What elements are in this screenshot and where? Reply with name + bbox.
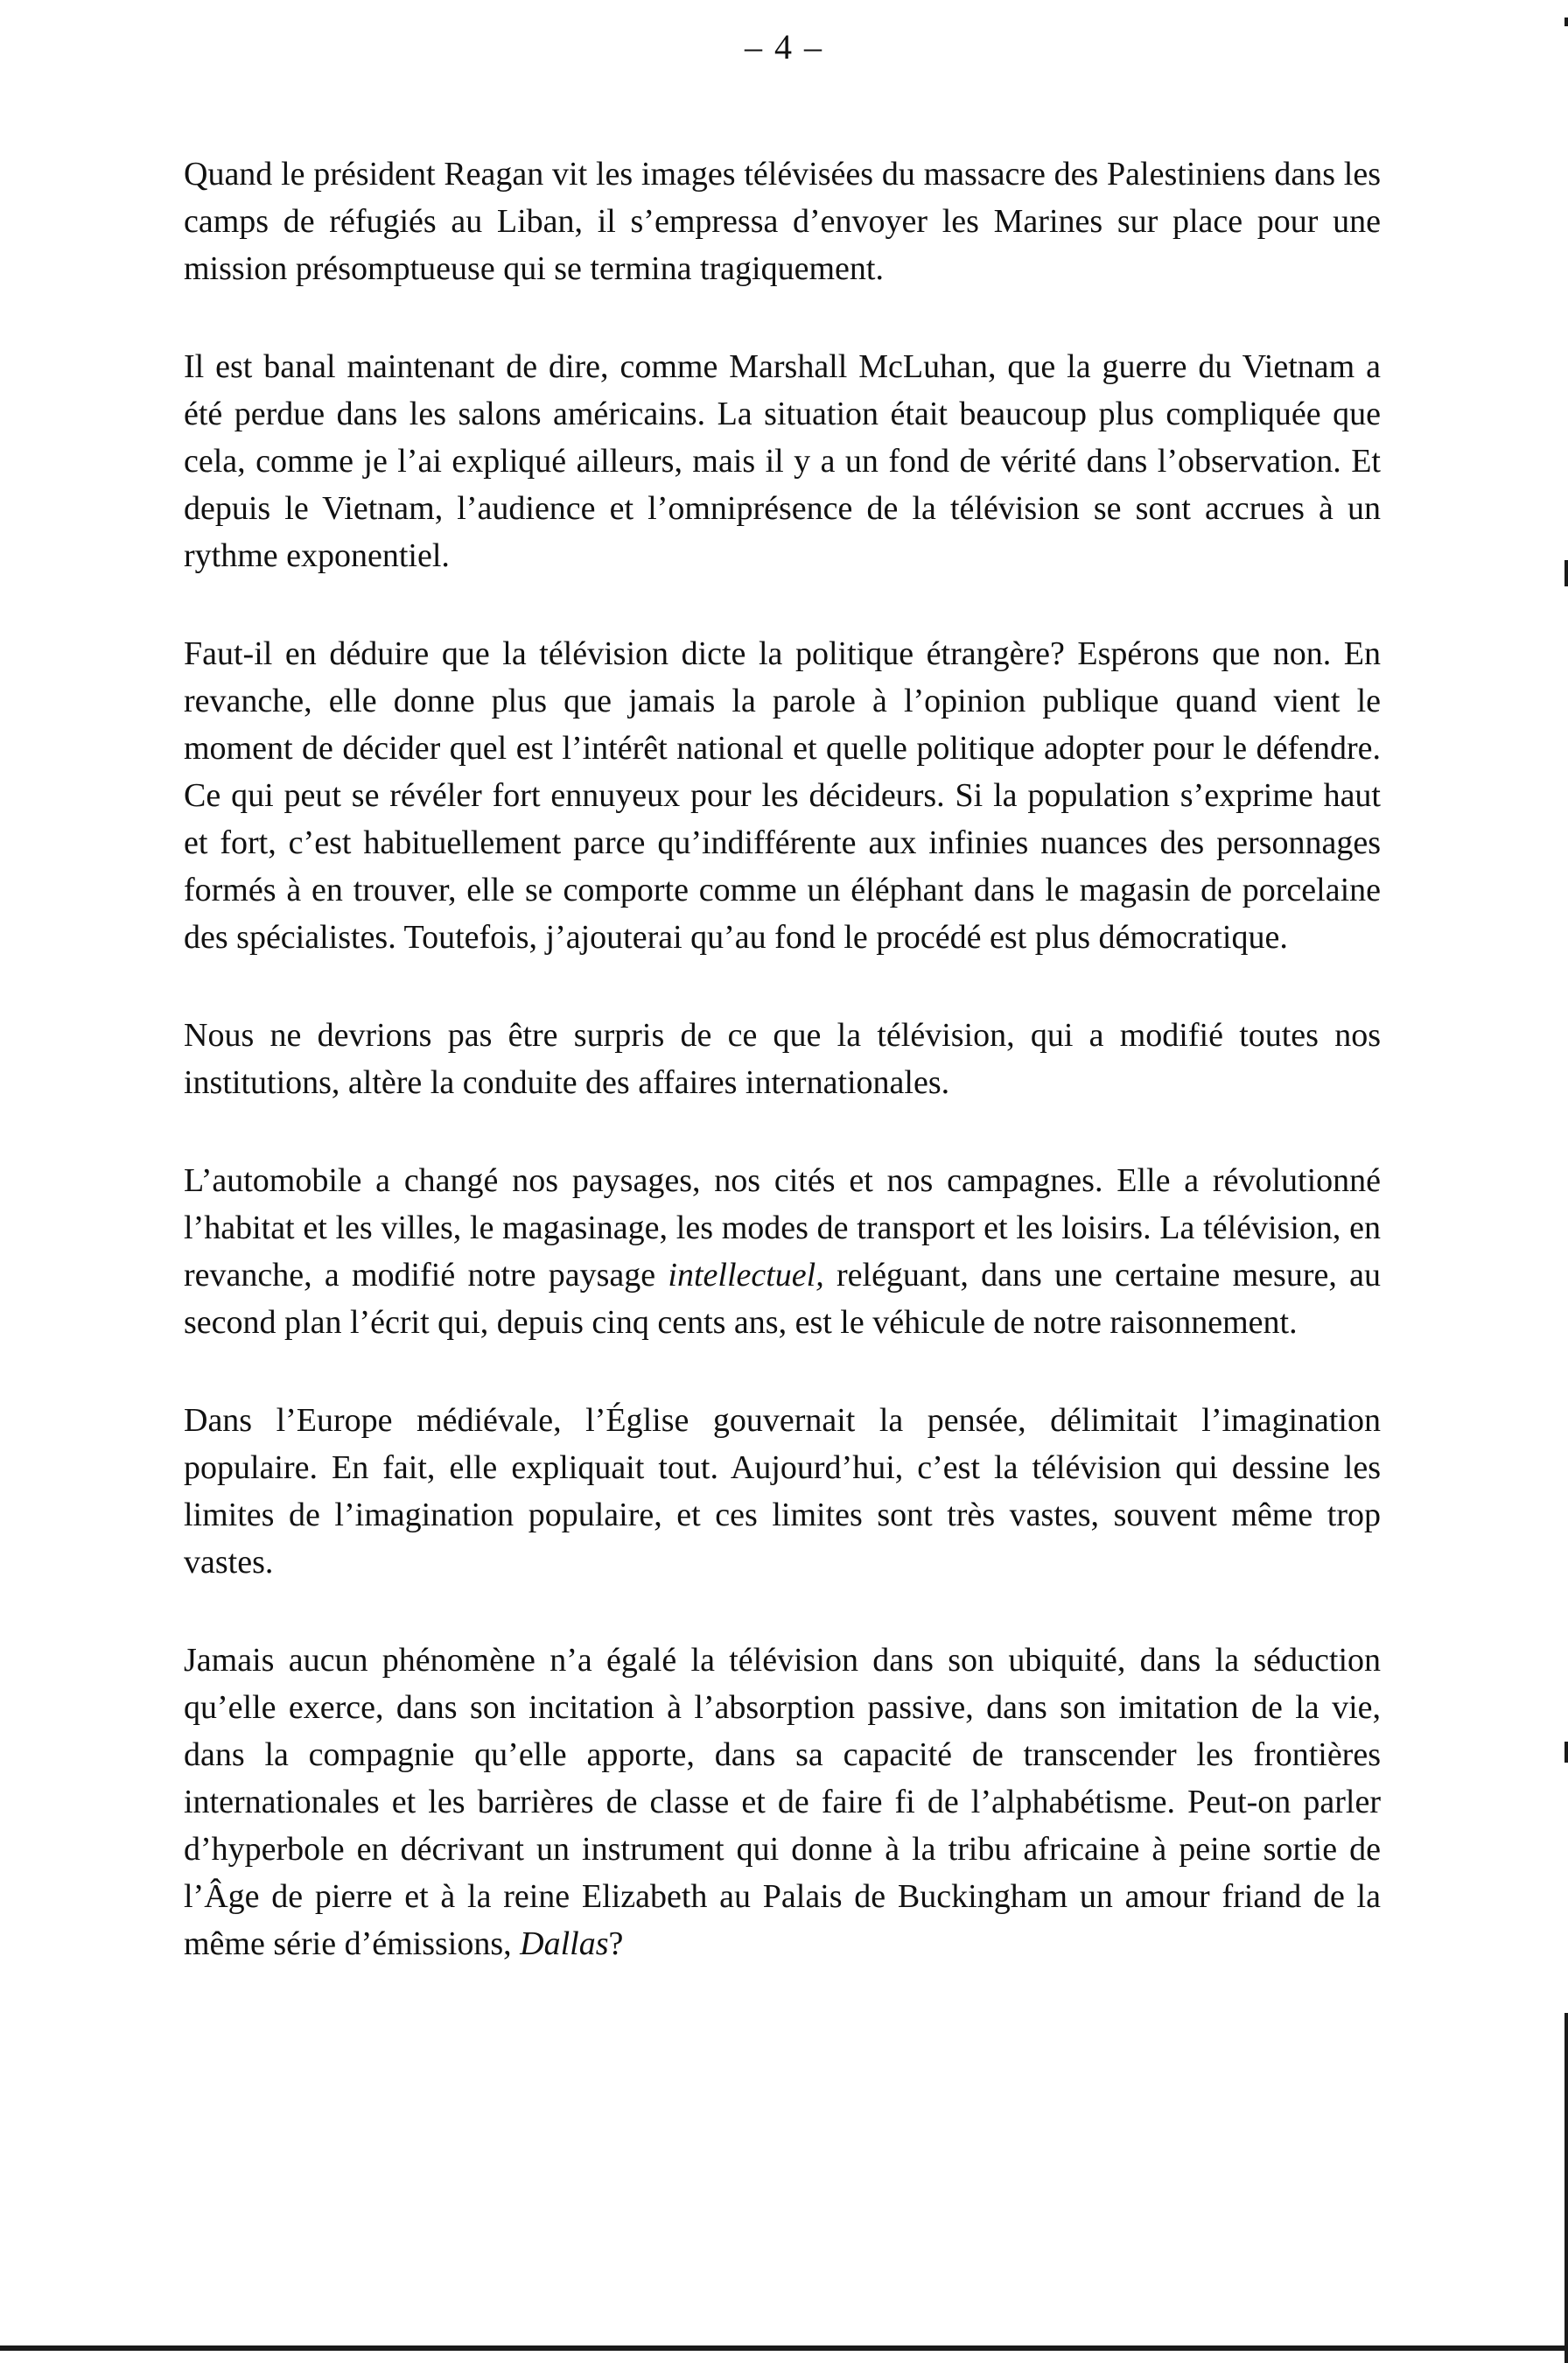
scan-edge-mark-bottom — [1564, 2013, 1568, 2363]
paragraph-automobile — [184, 1157, 1381, 1346]
paragraph-automobile-text-after: reléguant, dans une certaine mesure, au second plan l’écrit qui, depuis cinq cents ans, est le véhicule de notre raisonnement. — [184, 1257, 1381, 1341]
paragraph-ubiquity — [184, 1637, 1381, 1967]
page-number: – 4 – — [745, 27, 823, 67]
scan-edge-mark-lower — [1564, 1742, 1568, 1763]
paragraph-ubiquity-text-after: ? — [608, 1925, 624, 1962]
scan-edge-mark-middle — [1564, 560, 1568, 586]
paragraph-mcluhan: Il est banal maintenant de dire, comme Marshall McLuhan, que la guerre du Vietnam a été perdue dans les salons américains. La situation était beaucoup plus compliquée que cela, comme je l’ai expliqué ailleurs, mais il y a un fond de vérité dans l’observation. Et depuis le Vietnam, l’audience et l’omniprésence de la télévision se sont accrues à un rythme exponentiel. — [184, 348, 1381, 574]
paragraph-automobile-emphasis: intellectuel, — [668, 1257, 824, 1294]
paragraph-ubiquity-text-before: Jamais aucun phénomène n’a égalé la télévision dans son ubiquité, dans la séduction qu’elle exerce, dans son incitation à l’absorption passive, dans son imitation de la vie, dans la compagnie qu’elle apporte, dans sa capacité de transcender les frontières internationales et les barrières de classe et de faire fi de l’alphabétisme. Peut-on parler d’hyperbole en décrivant un instrument qui donne à la tribu africaine à peine sortie de l’Âge de pierre et à la reine Elizabeth au Palais de Buckingham un amour friand de la même série d’émissions, — [184, 1642, 1381, 1962]
paragraph-institutions: Nous ne devrions pas être surpris de ce que la télévision, qui a modifié toutes nos institutions, altère la conduite des affaires internationales. — [184, 1017, 1381, 1101]
paragraph-foreign-policy: Faut-il en déduire que la télévision dicte la politique étrangère? Espérons que non. En revanche, elle donne plus que jamais la parole à l’opinion publique quand vient le moment de décider quel est l’intérêt national et quelle politique adopter pour le défendre. Ce qui peut se révéler fort ennuyeux pour les décideurs. Si la population s’exprime haut et fort, c’est habituellement parce qu’indifférente aux infinies nuances des personnages formés à en trouver, elle se comporte comme un éléphant dans le magasin de porcelaine des spécialistes. Toutefois, j’ajouterai qu’au fond le procédé est plus démocratique. — [184, 635, 1381, 956]
document-body — [184, 151, 1381, 2018]
paragraph-reagan: Quand le président Reagan vit les images télévisées du massacre des Palestiniens dans les camps de réfugiés au Liban, il s’empressa d’envoyer les Marines sur place pour une mission présomptueuse qui se termina tragiquement. — [184, 156, 1381, 287]
paragraph-medieval-europe: Dans l’Europe médiévale, l’Église gouvernait la pensée, délimitait l’imagination populaire. En fait, elle expliquait tout. Aujourd’hui, c’est la télévision qui dessine les limites de l’imagination populaire, et ces limites sont très vastes, souvent même trop vastes. — [184, 1402, 1381, 1581]
paragraph-ubiquity-emphasis: Dallas — [520, 1925, 609, 1962]
paragraph-automobile-text-before: L’automobile a changé nos paysages, nos cités et nos campagnes. Elle a révolutionné l’habitat et les villes, le magasinage, les modes de transport et les loisirs. La télévision, en revanche, a modifié notre paysage — [184, 1162, 1381, 1294]
scan-edge-mark-top — [1564, 18, 1568, 26]
scan-bottom-edge — [0, 2345, 1568, 2351]
